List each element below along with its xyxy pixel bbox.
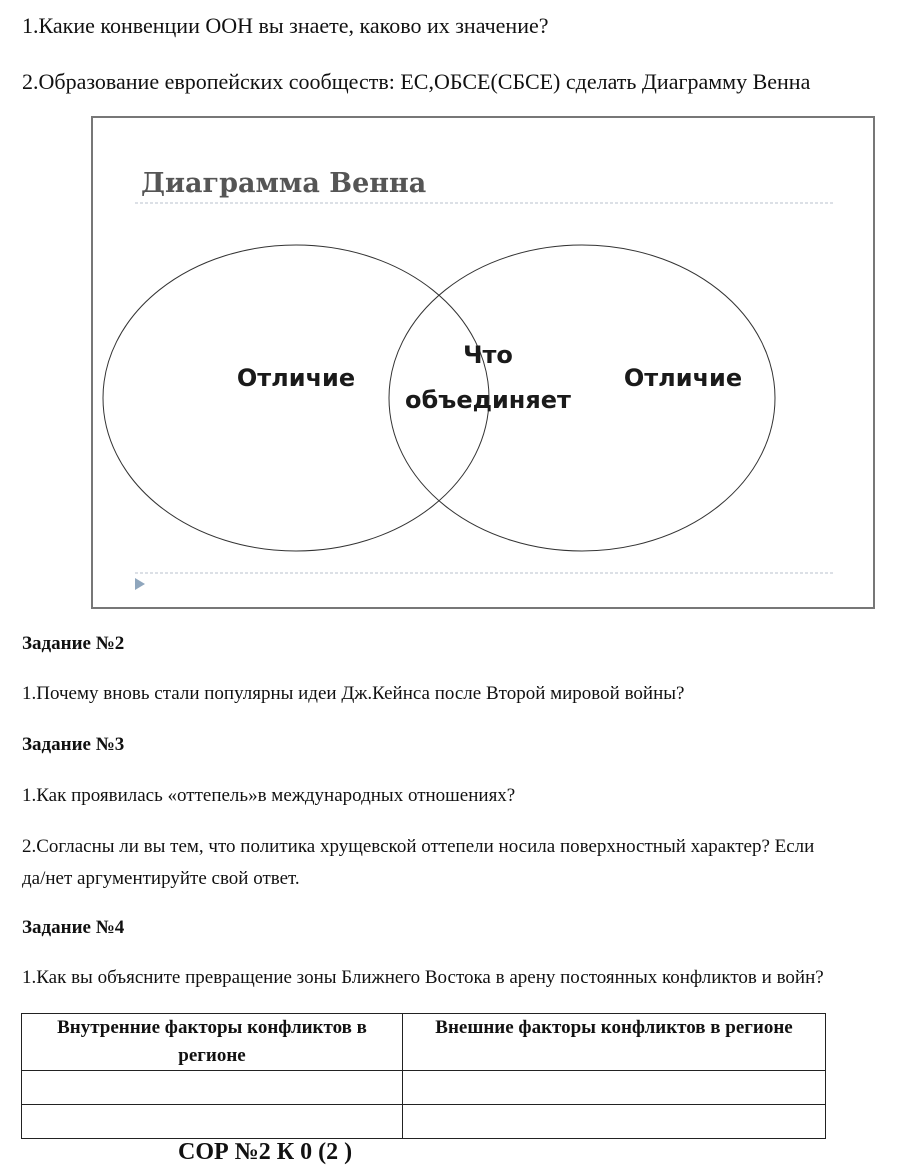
venn-diagram-figure [91, 116, 875, 609]
task-4-question-1: 1.Как вы объясните превращение зоны Ближнего Востока в арену постоянных конфликтов и войн? [22, 967, 824, 988]
table-cell [22, 1071, 403, 1105]
header-external-factors: Внешние факторы конфликтов в регионе [403, 1014, 826, 1071]
task-3-question-2-line-1: 2.Согласны ли вы тем, что политика хрущевской оттепели носила поверхностный характер? Если [22, 836, 815, 857]
table-row [22, 1071, 826, 1105]
venn-right-label: Отличие [623, 364, 743, 392]
task-3-heading: Задание №3 [22, 734, 125, 755]
table-header-row [22, 1014, 826, 1071]
question-2-european-communities: 2.Образование европейских сообществ: ЕС,ОБСЕ(СБСЕ) сделать Диаграмму Венна [22, 69, 811, 94]
table-cell [403, 1105, 826, 1139]
task-4-heading: Задание №4 [22, 917, 125, 938]
venn-title: Диаграмма Венна [141, 168, 427, 199]
task-3-question-1: 1.Как проявилась «оттепель»в международных отношениях? [22, 785, 516, 806]
table-row [22, 1105, 826, 1139]
header-internal-factors: Внутренние факторы конфликтов в регионе [22, 1014, 403, 1071]
question-1-un-conventions: 1.Какие конвенции ООН вы знаете, каково их значение? [22, 13, 549, 38]
task-3-question-2-line-2: да/нет аргументируйте свой ответ. [22, 868, 300, 889]
footer-cut-text: СОР №2 К 0 (2 ) [178, 1139, 353, 1165]
venn-diagram-svg [93, 118, 873, 607]
play-triangle-icon [135, 578, 145, 590]
table-cell [22, 1105, 403, 1139]
task-2-heading: Задание №2 [22, 633, 125, 654]
task-2-question-1: 1.Почему вновь стали популярны идеи Дж.Кейнса после Второй мировой войны? [22, 683, 685, 704]
venn-center-label-line1: Что [463, 341, 513, 369]
venn-left-label: Отличие [236, 364, 356, 392]
venn-center-label-line2: объединяет [405, 386, 571, 414]
conflict-factors-table [21, 1013, 826, 1139]
table-cell [403, 1071, 826, 1105]
